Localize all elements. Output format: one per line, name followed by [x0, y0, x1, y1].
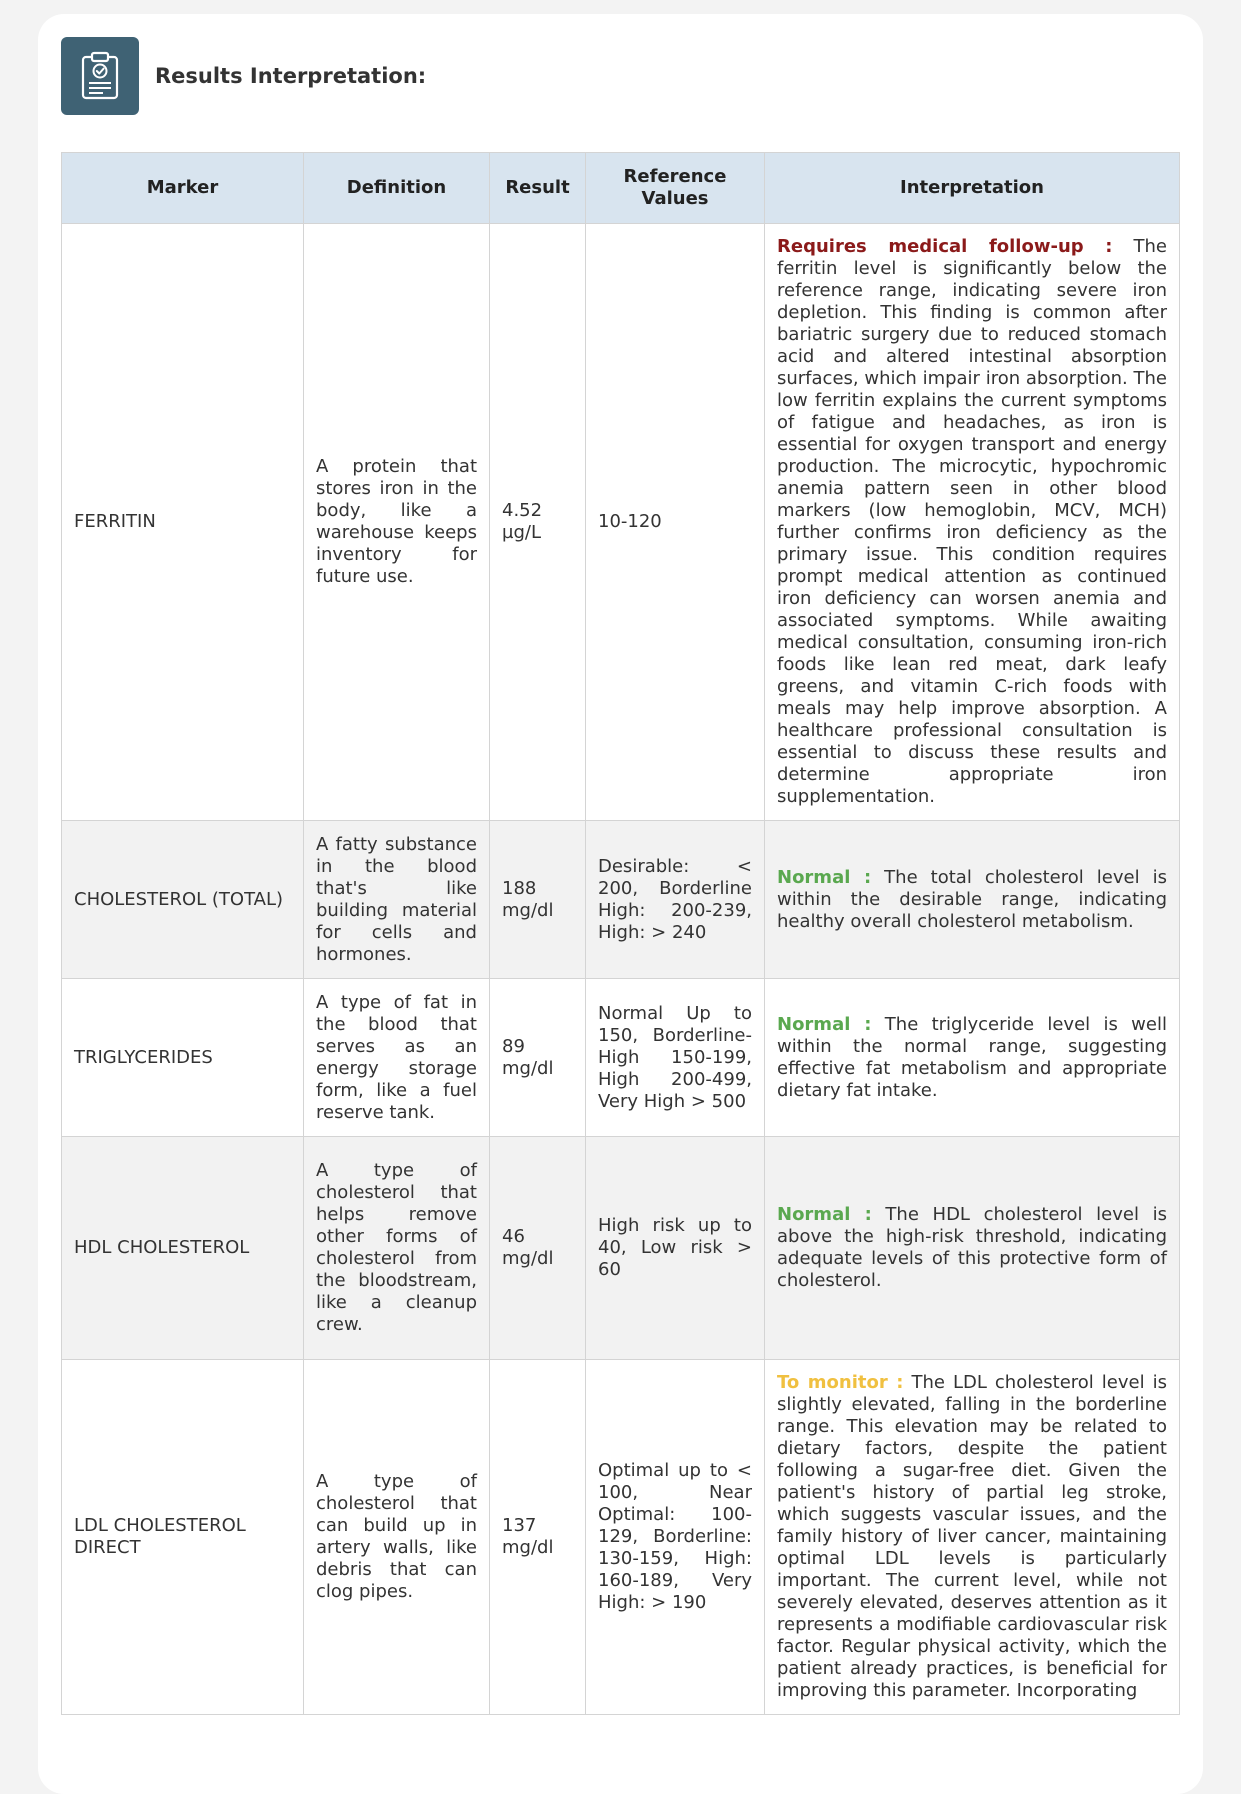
interpretation-text: The HDL cholesterol level is above the high-risk threshold, indicating adequate levels of this protective form of cholesterol.: [777, 1204, 1167, 1291]
interpretation-cell: [765, 1137, 1180, 1360]
column-header-result: Result: [490, 153, 586, 224]
reference-cell: Normal Up to 150, Borderline-High 150-199, High 200-499, Very High > 500: [586, 979, 765, 1137]
results-table: [61, 152, 1180, 1715]
page-title: Results Interpretation:: [155, 64, 427, 88]
result-cell: 137 mg/dl: [490, 1360, 586, 1715]
column-header-marker: Marker: [62, 153, 304, 224]
marker-cell: TRIGLYCERIDES: [62, 979, 304, 1137]
table-row: [62, 1360, 1180, 1715]
reference-cell: Optimal up to < 100, Near Optimal: 100-129, Borderline: 130-159, High: 160-189, Very High: > 190: [586, 1360, 765, 1715]
status-label: To monitor :: [777, 1372, 904, 1393]
table-row: [62, 1137, 1180, 1360]
reference-cell: High risk up to 40, Low risk > 60: [586, 1137, 765, 1360]
table-row: [62, 979, 1180, 1137]
interpretation-text: The LDL cholesterol level is slightly elevated, falling in the borderline range. This elevation may be related to dietary factors, despite the patient following a sugar-free diet. Given the patient's history of partial leg stroke, which suggests vascular issues, and the family history of liver cancer, maintaining optimal LDL levels is particularly important. The current level, while not severely elevated, deserves attention as it represents a modifiable cardiovascular risk factor. Regular physical activity, which the patient already practices, is beneficial for improving this parameter. Incorporating: [777, 1372, 1167, 1701]
column-header-interpretation: Interpretation: [765, 153, 1180, 224]
table-row: [62, 224, 1180, 821]
interpretation-cell: [765, 224, 1180, 821]
interpretation-cell: [765, 979, 1180, 1137]
result-cell: 89 mg/dl: [490, 979, 586, 1137]
result-cell: 188 mg/dl: [490, 821, 586, 979]
reference-cell: 10-120: [586, 224, 765, 821]
results-card: [38, 14, 1203, 1794]
result-cell: 4.52 µg/L: [490, 224, 586, 821]
interpretation-cell: [765, 821, 1180, 979]
marker-cell: HDL CHOLESTEROL: [62, 1137, 304, 1360]
marker-cell: LDL CHOLESTEROL DIRECT: [62, 1360, 304, 1715]
reference-cell: Desirable: < 200, Borderline High: 200-239, High: > 240: [586, 821, 765, 979]
status-label: Requires medical follow-up :: [777, 236, 1113, 257]
column-header-reference-values: Reference Values: [586, 153, 765, 224]
status-label: Normal :: [777, 866, 872, 888]
table-row: [62, 821, 1180, 979]
marker-cell: CHOLESTEROL (TOTAL): [62, 821, 304, 979]
marker-cell: FERRITIN: [62, 224, 304, 821]
definition-cell: A fatty substance in the blood that's like building material for cells and hormones.: [304, 821, 490, 979]
interpretation-text: The triglyceride level is well within the normal range, suggesting effective fat metabolism and appropriate dietary fat intake.: [777, 1013, 1167, 1101]
result-cell: 46 mg/dl: [490, 1137, 586, 1360]
interpretation-cell: [765, 1360, 1180, 1715]
interpretation-text: The ferritin level is significantly below the reference range, indicating severe iron depletion. This finding is common after bariatric surgery due to reduced stomach acid and altered intestinal absorption surfaces, which impair iron absorption. The low ferritin explains the current symptoms of fatigue and headaches, as iron is essential for oxygen transport and energy production. The microcytic, hypochromic anemia pattern seen in other blood markers (low hemoglobin, MCV, MCH) further confirms iron deficiency as the primary issue. This condition requires prompt medical attention as continued iron deficiency can worsen anemia and associated symptoms. While awaiting medical consultation, consuming iron-rich foods like lean red meat, dark leafy greens, and vitamin C-rich foods with meals may help improve absorption. A healthcare professional consultation is essential to discuss these results and determine appropriate iron supplementation.: [777, 236, 1167, 807]
table-header-row: [62, 153, 1180, 224]
status-label: Normal :: [777, 1013, 872, 1035]
status-label: Normal :: [777, 1204, 872, 1225]
definition-cell: A type of cholesterol that helps remove other forms of cholesterol from the bloodstream, like a cleanup crew.: [304, 1137, 490, 1360]
column-header-definition: Definition: [304, 153, 490, 224]
interpretation-text: The total cholesterol level is within the desirable range, indicating healthy overall cholesterol metabolism.: [777, 866, 1167, 932]
clipboard-check-icon: [61, 37, 139, 115]
definition-cell: A protein that stores iron in the body, like a warehouse keeps inventory for future use.: [304, 224, 490, 821]
definition-cell: A type of fat in the blood that serves as an energy storage form, like a fuel reserve tank.: [304, 979, 490, 1137]
definition-cell: A type of cholesterol that can build up in artery walls, like debris that can clog pipes.: [304, 1360, 490, 1715]
